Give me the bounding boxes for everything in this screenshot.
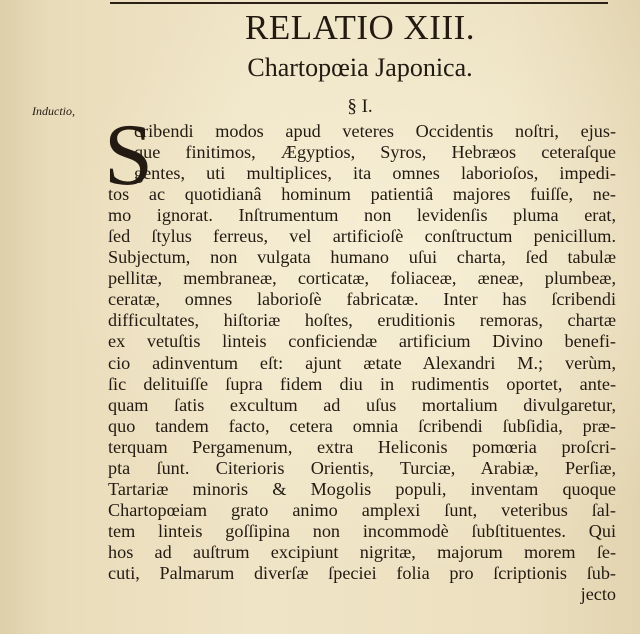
text-line: Tartariæ minoris & Mogolis populi, inventam quoque <box>108 478 616 499</box>
text-line: ceratæ, omnes laborioſè fabricatæ. Inter has ſcribendi <box>108 289 616 310</box>
text-line: ex vetuſtis linteis conficiendæ artificium Divino benefi- <box>108 331 616 352</box>
top-rule <box>110 2 608 4</box>
text-line: cio adinventum eſt: ajunt ætate Alexandri M.; verùm, <box>108 352 616 373</box>
margin-note: Inductio, <box>32 104 75 118</box>
text-line: mo ignorat. Inſtrumentum non levidenſis pluma erat, <box>108 205 616 226</box>
text-line: terquam Pergamenum, extra Heliconis pomœria proſcri- <box>108 436 616 457</box>
text-line: pta ſunt. Citerioris Orientis, Turciæ, Arabiæ, Perſiæ, <box>108 457 616 478</box>
text-line: gentes, uti multiplices, ita omnes laborioſos, impedi- <box>134 163 616 184</box>
text-line: quo tandem facto, cetera omnia ſcribendi ſubſidia, præ- <box>108 415 616 436</box>
text-line: cuti, Palmarum diverſæ ſpeciei folia pro ſcriptionis ſub- <box>108 562 616 583</box>
text-line: cribendi modos apud veteres Occidentis noſtri, ejus- <box>134 121 616 141</box>
section-number: § I. <box>347 96 373 117</box>
drop-cap: S <box>104 107 153 204</box>
text-line: tem linteis goſſipina non incommodè ſubſtituentes. Qui <box>108 520 616 541</box>
text-line: difficultates, hiſtoriæ hoſtes, eruditionis remoras, chartæ <box>108 310 616 331</box>
chapter-title: RELATIO XIII. <box>244 8 476 47</box>
text-line: ſic delituiſſe ſupra fidem diu in rudimentis oportet, ante- <box>108 373 616 394</box>
text-line: ſed ſtylus ferreus, vel artificioſè conſtructum penicillum. <box>108 226 616 247</box>
body-text <box>108 121 616 605</box>
text-line: Chartopœiam grato animo amplexi ſunt, veteribus ſal- <box>108 499 616 520</box>
text-line: jecto <box>580 584 616 605</box>
text-line: tos ac quotidianâ hominum patientiâ majores fuiſſe, ne- <box>108 184 616 205</box>
text-line: pellitæ, membraneæ, corticatæ, foliaceæ, æneæ, plumbeæ, <box>108 268 616 289</box>
text-line: quam ſatis excultum ad uſus mortalium divulgaretur, <box>108 394 616 415</box>
chapter-subtitle: Chartopœia Japonica. <box>247 53 473 82</box>
text-line: hos ad auſtrum excipiunt nigritæ, majorum morem ſe- <box>108 541 616 562</box>
text-line: que finitimos, Ægyptios, Syros, Hebræos ceteraſque <box>134 142 616 163</box>
text-line: Subjectum, non vulgata humano uſui charta, ſed tabulæ <box>108 247 616 268</box>
